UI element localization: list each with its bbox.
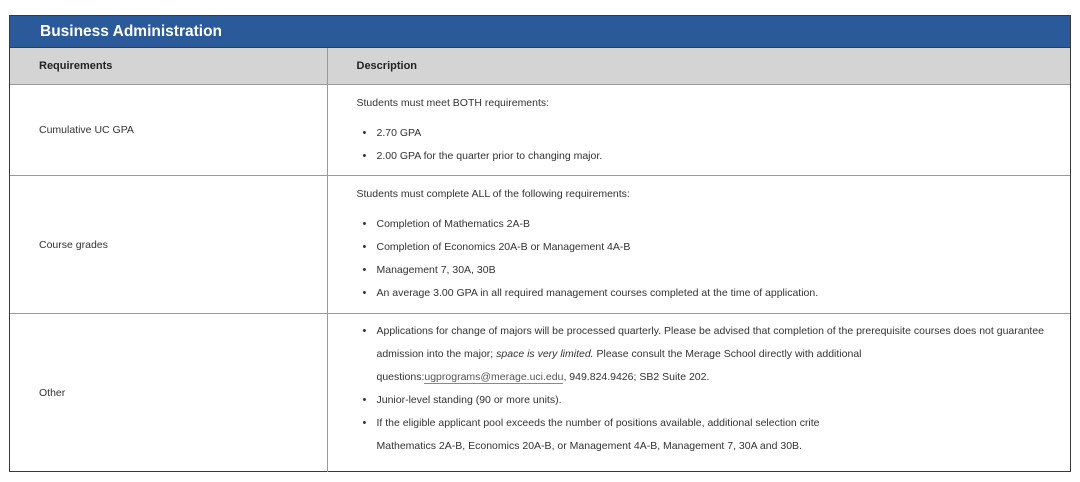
list-item: • Completion of Mathematics 2A-B bbox=[377, 213, 1051, 236]
list-item: • An average 3.00 GPA in all required management courses completed at the time of application. bbox=[377, 282, 1051, 305]
description-cell bbox=[327, 176, 1070, 314]
emphasis-text: space is very limited. bbox=[496, 348, 594, 360]
description-intro: Students must meet BOTH requirements: bbox=[356, 97, 550, 109]
list-item: • Completion of Economics 20A-B or Management 4A-B bbox=[377, 236, 1051, 259]
description-cell bbox=[327, 314, 1070, 472]
panel-title: Business Administration bbox=[40, 23, 223, 40]
requirement-list bbox=[357, 320, 1051, 458]
table-row bbox=[10, 176, 1070, 314]
list-item-text: If the eligible applicant pool exceeds the number of positions available, additional selection crite bbox=[376, 417, 820, 429]
list-item: • 2.70 GPA bbox=[377, 122, 1051, 145]
table-row bbox=[10, 314, 1070, 472]
list-item bbox=[377, 320, 1051, 389]
table-header-row bbox=[10, 48, 1070, 85]
table-row bbox=[10, 85, 1070, 176]
requirement-cell: Course grades bbox=[10, 176, 327, 314]
list-item-text: Please consult the Merage School directly with additional questions: bbox=[376, 348, 862, 383]
column-header-description: Description bbox=[327, 48, 1070, 85]
requirements-panel bbox=[9, 15, 1071, 472]
list-item: • 2.00 GPA for the quarter prior to changing major. bbox=[377, 145, 1051, 168]
list-item-text: Applications for change of majors will be processed quarterly. Please be advised that completion of the prerequisite courses does not guarantee admission into the major; bbox=[376, 325, 1045, 360]
description-intro: Students must complete ALL of the following requirements: bbox=[356, 188, 630, 200]
list-item: • Junior-level standing (90 or more units). bbox=[377, 389, 1051, 412]
email-link[interactable]: ugprograms@merage.uci.edu bbox=[424, 371, 564, 383]
requirement-cell: Other bbox=[10, 314, 327, 472]
requirement-list bbox=[357, 213, 1051, 305]
requirement-list bbox=[357, 122, 1051, 168]
list-item bbox=[377, 412, 1051, 458]
list-item-text: Mathematics 2A-B, Economics 20A-B, or Management 4A-B, Management 7, 30A and 30B. bbox=[376, 440, 802, 452]
requirements-table bbox=[10, 48, 1070, 472]
requirement-cell: Cumulative UC GPA bbox=[10, 85, 327, 176]
list-item-text: , 949.824.9426; SB2 Suite 202. bbox=[563, 371, 710, 383]
description-cell bbox=[327, 85, 1070, 176]
panel-header bbox=[10, 16, 1070, 48]
column-header-requirements: Requirements bbox=[10, 48, 327, 85]
list-item: • Management 7, 30A, 30B bbox=[377, 259, 1051, 282]
